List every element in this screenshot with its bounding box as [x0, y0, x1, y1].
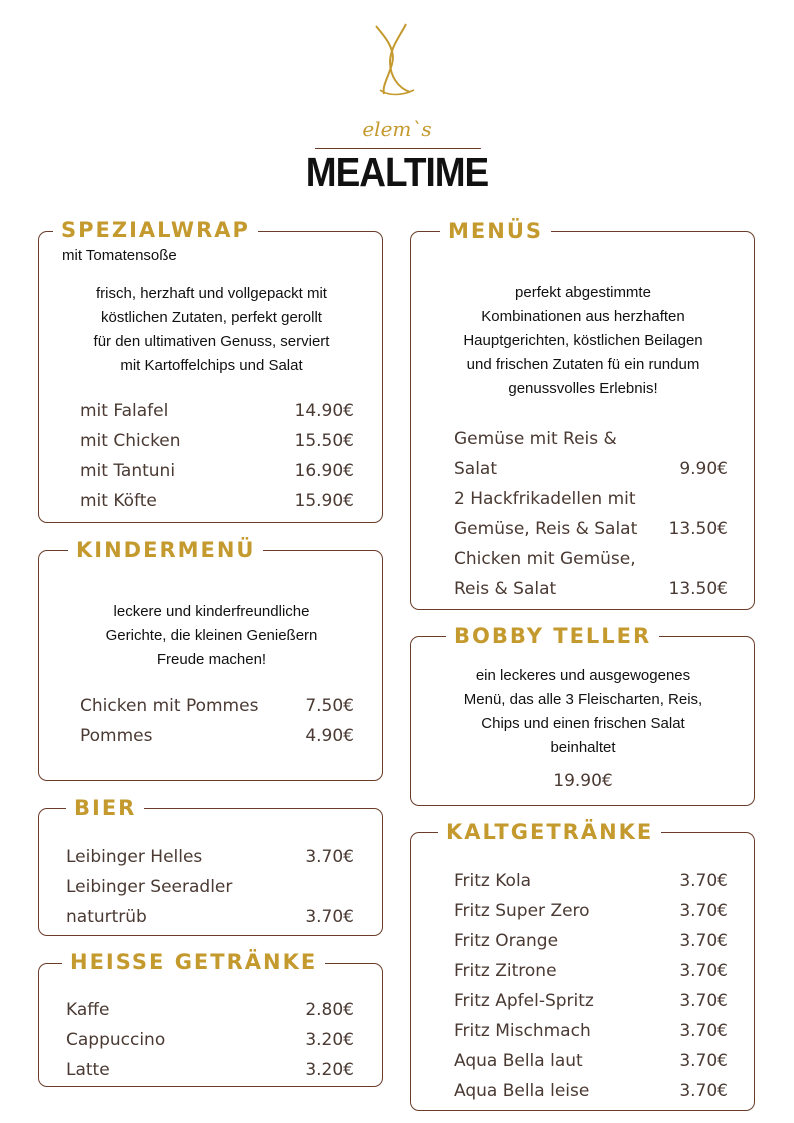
kindermenu-description: leckere und kinderfreundliche Gerichte, die kleinen Genießern Freude machen!: [105, 603, 318, 668]
menu-item: Aqua Bella laut 3.70€: [454, 1051, 728, 1071]
menu-item: Chicken mit Gemüse,: [454, 549, 636, 569]
menu-item: Pommes 4.90€: [80, 726, 354, 746]
brand-divider: [315, 148, 481, 149]
menu-item: naturtrüb 3.70€: [66, 907, 354, 927]
menu-item: mit Tantuni 16.90€: [80, 461, 354, 481]
brand-small-title: elem`s: [362, 117, 432, 141]
menu-item: 2 Hackfrikadellen mit: [454, 489, 636, 509]
kalt-title: KALTGETRÄNKE: [438, 819, 661, 845]
spezialwrap-subtitle: mit Tomatensoße: [62, 247, 177, 264]
menus-description: perfekt abgestimmte Kombinationen aus herzhaften Hauptgerichten, köstlichen Beilagen und frischen Zutaten fü ein rundum genussvolles Erlebnis!: [463, 284, 703, 397]
bier-title: BIER: [66, 795, 144, 821]
menu-item: Fritz Super Zero 3.70€: [454, 901, 728, 921]
menu-item: Fritz Mischmach 3.70€: [454, 1021, 728, 1041]
menu-item: mit Falafel 14.90€: [80, 401, 354, 421]
menu-item: Fritz Kola 3.70€: [454, 871, 728, 891]
menu-item: mit Chicken 15.50€: [80, 431, 354, 451]
menu-item: Gemüse, Reis & Salat 13.50€: [454, 519, 728, 539]
brand-logo-icon: [362, 20, 422, 100]
menu-item: Salat 9.90€: [454, 459, 728, 479]
menu-item: Fritz Apfel-Spritz 3.70€: [454, 991, 728, 1011]
menu-item: mit Köfte 15.90€: [80, 491, 354, 511]
menu-item: Kaffe 2.80€: [66, 1000, 354, 1020]
menu-item: Fritz Orange 3.70€: [454, 931, 728, 951]
kindermenu-title: KINDERMENÜ: [68, 537, 263, 563]
menu-item: Leibinger Helles 3.70€: [66, 847, 354, 867]
menu-item: Cappuccino 3.20€: [66, 1030, 354, 1050]
spezialwrap-title: SPEZIALWRAP: [53, 217, 258, 243]
spezialwrap-description: frisch, herzhaft und vollgepackt mit köstlichen Zutaten, perfekt gerollt für den ultimativen Genuss, serviert mit Kartoffelchips und Salat: [93, 285, 330, 374]
menu-item: Gemüse mit Reis &: [454, 429, 617, 449]
brand-title: MEALTIME: [305, 149, 489, 195]
menu-item: Leibinger Seeradler: [66, 877, 233, 897]
heisse-title: HEISSE GETRÄNKE: [62, 949, 325, 975]
menu-item: Aqua Bella leise 3.70€: [454, 1081, 728, 1101]
bobby-title: BOBBY TELLER: [446, 623, 659, 649]
menu-item: Reis & Salat 13.50€: [454, 579, 728, 599]
menus-title: MENÜS: [440, 218, 551, 244]
bobby-description: ein leckeres und ausgewogenes Menü, das alle 3 Fleischarten, Reis, Chips und einen frischen Salat beinhaltet: [463, 667, 703, 756]
menu-item: Fritz Zitrone 3.70€: [454, 961, 728, 981]
menu-item: Chicken mit Pommes 7.50€: [80, 696, 354, 716]
menu-item: Latte 3.20€: [66, 1060, 354, 1080]
bobby-price: 19.90€: [553, 771, 613, 791]
